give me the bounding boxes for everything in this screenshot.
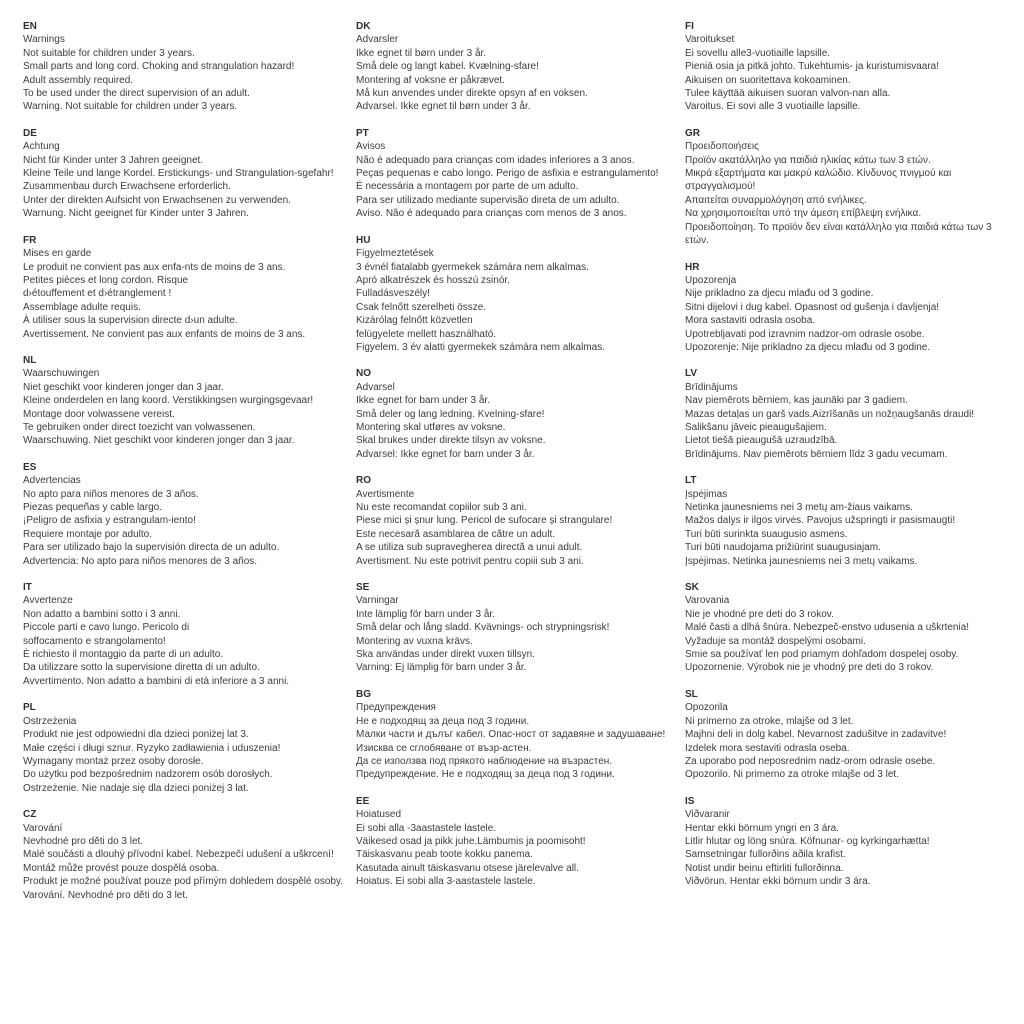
warning-line: Varning: Ej lämplig för barn under 3 år. (356, 662, 527, 674)
warning-line: Da utilizzare sotto la supervisione diretta di un adulto. (23, 662, 260, 674)
lang-section-it (23, 581, 356, 688)
warning-line: Varningar (356, 595, 399, 607)
warning-line: Brīdinājums (685, 381, 738, 393)
lang-code-dk: DK (356, 21, 371, 32)
warning-line: Täiskasvanu peab toote kokku panema. (356, 849, 533, 861)
warning-line: Hentar ekki börnum yngri en 3 ára. (685, 822, 839, 834)
warning-line: Да се използва под прякото наблюдение на възрастен. (356, 755, 613, 767)
warning-line: Netinka jaunesniems nei 3 metų am-žiaus vaikams. (685, 502, 913, 513)
lang-code-lt: LT (685, 475, 697, 487)
warning-line: Ni primerno za otroke, mlajše od 3 let. (685, 715, 854, 727)
lang-section-gr (685, 127, 1018, 248)
lang-section-ee (356, 795, 685, 889)
warning-line: Brīdinājums. Nav piemērots bērniem līdz 3 gadu vecumam. (685, 448, 948, 460)
warning-line: Vyžaduje sa montáž dospelými osobami. (685, 635, 866, 647)
lang-section-sl (685, 688, 1018, 782)
warning-line: Μικρά εξαρτήματα και μακρύ καλώδιο. Κίνδυνος πνιγμού και (685, 168, 952, 180)
lang-code-es: ES (23, 461, 37, 473)
warning-line: Fulladásveszély! (356, 288, 430, 300)
warning-line: Non adatto a bambini sotto i 3 anni. (23, 608, 181, 620)
warning-line: Zusammenbau durch Erwachsene erforderlich. (23, 181, 231, 193)
warning-line: Le produit ne convient pas aux enfa-nts de moins de 3 ans. (23, 261, 286, 273)
warning-line: Aviso. Não é adequado para crianças com menos de 3 anos. (356, 208, 627, 220)
lang-code-sl: SL (685, 688, 698, 700)
warning-line: Produkt nie jest odpowiedni dla dzieci poniżej lat 3. (23, 729, 249, 741)
warning-line: Ei sobi alla -3aastastele lastele. (356, 822, 497, 834)
warning-line: Tulee käyttää aikuisen suoran valvon-nan alla. (685, 88, 891, 100)
warning-line: Upotrebljavati pod izravnim nadzor-om odrasle osobe. (685, 328, 925, 340)
lang-section-pl (23, 701, 356, 795)
lang-section-cz (23, 808, 356, 902)
lang-code-lv: LV (685, 368, 698, 380)
warning-line: Piese mici și șnur lung. Pericol de sufocare și strangulare! (356, 515, 613, 527)
lang-code-nl: NL (23, 354, 37, 366)
warning-line: Малки части и дълъг кабел. Опас-ност от задавяне и задушаване! (356, 729, 666, 741)
warning-line: Montage door volwassene vereist. (23, 408, 175, 420)
warning-line: Προειδοποίηση. Το προϊόν δεν είναι κατάλληλο για παιδιά κάτω των 3 (685, 221, 992, 233)
warning-line: Изисква се сглобяване от възр-астен. (356, 742, 532, 754)
warning-line: Turi būti naudojama prižiūrint suaugusiajam. (685, 542, 881, 554)
warning-line: Litlir hlutar og löng snúra. Köfnunar- og kyrkingarhætta! (685, 835, 930, 847)
warning-line: Niet geschikt voor kinderen jonger dan 3 jaar. (23, 381, 224, 393)
warning-line: Montáž může provést pouze dospělá osoba. (23, 862, 220, 874)
warnings-column-middle (356, 20, 685, 1024)
warning-line: Προειδοποιήσεις (685, 141, 759, 153)
warning-line: Opozorilo. Ni primerno za otroke mlajše od 3 let. (685, 769, 899, 781)
warning-line: στραγγαλισμού! (685, 181, 756, 193)
lang-code-fi: FI (685, 21, 694, 32)
warning-line: Ostrzeżenia (23, 715, 77, 727)
warning-line: À utiliser sous la supervision directe d›un adulte. (23, 315, 238, 327)
warning-line: Varoitus. Ei sovi alle 3 vuotiaille lapsille. (685, 101, 861, 113)
lang-section-nl (23, 354, 356, 448)
warning-line: Piccole parti e cavo lungo. Pericolo di (23, 622, 190, 634)
warning-line: Waarschuwing. Niet geschikt voor kinderen jonger dan 3 jaar. (23, 435, 295, 447)
warning-line: Opozorila (685, 702, 728, 714)
warning-line: Små deler og lang ledning. Kvelning-sfare! (356, 408, 545, 420)
warning-line: Malé součásti a dlouhý přívodní kabel. Nebezpečí udušení a uškrcení! (23, 849, 334, 861)
warning-line: Ei sovellu alle3-vuotiaille lapsille. (685, 47, 831, 59)
warning-line: Not suitable for children under 3 years. (23, 47, 195, 59)
warning-line: Advertencias (23, 475, 81, 487)
warning-line: Upozorenja (685, 274, 737, 286)
warning-line: Nie je vhodné pre deti do 3 rokov. (685, 608, 834, 620)
warning-line: Warning. Not suitable for children under 3 years. (23, 101, 238, 113)
warning-line: Nije prikladno za djecu mlađu od 3 godine. (685, 288, 874, 300)
warning-line: Kasutada ainult täiskasvanu otsese järelevalve all. (356, 862, 579, 874)
warning-line: Pieniä osia ja pitkä johto. Tukehtumis- ja kuristumisvaara! (685, 61, 940, 73)
lang-section-dk (356, 20, 685, 114)
warning-line: Avvertenze (23, 595, 73, 607)
lang-section-sk (685, 581, 1018, 675)
lang-section-en (23, 20, 356, 114)
lang-code-ee: EE (356, 795, 370, 807)
warning-line: Kleine Teile und lange Kordel. Erstickungs- und Strangulation-sgefahr! (23, 168, 334, 180)
warnings-column-right (685, 20, 1018, 1024)
warning-line: Este necesară asamblarea de către un adult. (356, 528, 556, 540)
warning-line: Skal brukes under direkte tilsyn av voksne. (356, 435, 546, 447)
warning-line: 3 évnél fiatalabb gyermekek számára nem alkalmas. (356, 261, 589, 273)
warning-line: Do użytku pod bezpośrednim nadzorem osób dorosłych. (23, 769, 273, 781)
warning-line: Smie sa používať len pod priamym dohľadom dospelej osoby. (685, 649, 959, 661)
warning-line: Warnung. Nicht geeignet für Kinder unter 3 Jahren. (23, 208, 249, 220)
warning-line: Salikšanu jāveic pieaugušajiem. (685, 421, 827, 433)
lang-section-hr (685, 261, 1018, 355)
lang-section-lv (685, 367, 1018, 461)
warning-line: To be used under the direct supervision of an adult. (23, 88, 250, 100)
lang-section-se (356, 581, 685, 675)
warning-line: Assemblage adulte requis. (23, 301, 141, 313)
warning-line: Varoitukset (685, 34, 735, 46)
warning-line: Sitni dijelovi i dug kabel. Opasnost od gušenja i davljenja! (685, 301, 940, 313)
warning-line: Mažos dalys ir ilgos virvės. Pavojus užspringti ir pasismaugti! (685, 515, 956, 527)
warning-line: Ska användas under direkt vuxen tillsyn. (356, 649, 535, 661)
lang-code-it: IT (23, 582, 32, 594)
warning-line: Varování. Nevhodné pro děti do 3 let. (23, 889, 188, 901)
warning-line: Kizárólag felnőtt közvetlen (356, 315, 473, 327)
warning-line: Viðvörun. Hentar ekki börnum undir 3 ára. (685, 876, 871, 888)
warning-line: Avertismente (356, 488, 415, 500)
lang-code-bg: BG (356, 688, 371, 700)
lang-section-lt (685, 474, 1018, 568)
warning-line: É necessária a montagem por parte de um adulto. (356, 181, 579, 193)
lang-code-no: NO (356, 368, 371, 380)
warning-line: Įspėjimas (685, 488, 728, 500)
lang-code-fr: FR (23, 234, 37, 246)
warning-line: Inte lämplig för barn under 3 år. (356, 608, 495, 620)
warning-line: Malé časti a dlhá šnúra. Nebezpeč-enstvo udusenia a uškrtenia! (685, 622, 970, 634)
warning-line: Advarsel (356, 381, 395, 393)
warning-line: Nicht für Kinder unter 3 Jahren geeignet. (23, 154, 204, 166)
warning-line: Small parts and long cord. Choking and strangulation hazard! (23, 61, 295, 73)
warning-line: Turi būti surinkta suaugusio asmens. (685, 528, 848, 540)
lang-code-hr: HR (685, 261, 700, 273)
warning-line: Ikke egnet for barn under 3 år. (356, 395, 490, 407)
warning-line: Avertissement. Ne convient pas aux enfants de moins de 3 ans. (23, 328, 306, 340)
warning-line: Να χρησιμοποιείται υπό την άμεση επίβλεψη ενήλικα. (685, 208, 922, 220)
warning-line: Ikke egnet til børn under 3 år. (356, 47, 487, 59)
warning-line: Para ser utilizado bajo la supervisión directa de un adulto. (23, 542, 280, 554)
warning-line: Montering af voksne er påkrævet. (356, 74, 505, 86)
warning-line: Hoiatused (356, 809, 402, 821)
warnings-column-left (23, 20, 356, 1024)
lang-section-fr (23, 234, 356, 341)
lang-code-cz: CZ (23, 809, 37, 821)
warning-line: Предупреждения (356, 702, 436, 714)
warning-line: d›étouffement et d›étranglement ! (23, 288, 172, 300)
warning-line: Предупреждение. Не е подходящ за деца под 3 години. (356, 769, 615, 781)
warning-line: ¡Peligro de asfixia y estrangulam-iento! (23, 515, 196, 527)
warning-line: Csak felnőtt szerelheti össze. (356, 301, 487, 313)
warning-line: Para ser utilizado mediante supervisão direta de um adulto. (356, 194, 620, 206)
warning-line: Avisos (356, 141, 386, 153)
warning-line: Mises en garde (23, 248, 92, 260)
warning-line: Προϊόν ακατάλληλο για παιδιά ηλικίας κάτω των 3 ετών. (685, 154, 931, 166)
warning-line: Ostrzeżenie. Nie nadaje się dla dzieci poniżej 3 lat. (23, 782, 249, 794)
lang-code-sk: SK (685, 582, 699, 594)
warning-line: Nav piemērots bērniem, kas jaunāki par 3 gadiem. (685, 395, 908, 407)
warning-line: ετών. (685, 235, 709, 247)
warning-line: Montering skal utføres av voksne. (356, 421, 506, 433)
lang-section-es (23, 461, 356, 568)
warning-line: Figyelmeztetések (356, 248, 434, 260)
warning-line: Hoiatus. Ei sobi alla 3-aastastele lastele. (356, 876, 536, 888)
lang-code-hu: HU (356, 234, 371, 246)
warning-line: Figyelem. 3 év alatti gyermekek számára nem alkalmas. (356, 341, 605, 353)
warning-line: Nevhodné pro děti do 3 let. (23, 835, 144, 847)
warning-line: Απαιτείται συναρμολόγηση από ενήλικες. (685, 194, 867, 206)
warning-line: Avvertimento. Non adatto a bambini di età inferiore a 3 anni. (23, 675, 290, 687)
lang-code-de: DE (23, 127, 37, 139)
warning-line: Requiere montaje por adulto. (23, 528, 152, 540)
warning-line: Lietot tiešā pieaugušā uzraudzībā. (685, 435, 838, 447)
warning-line: Må kun anvendes under direkte opsyn af en voksen. (356, 88, 588, 100)
warning-line: Mora sastaviti odrasla osoba. (685, 315, 816, 327)
warning-line: Avertisment. Nu este potrivit pentru copiii sub 3 ani. (356, 555, 584, 567)
warning-line: Małe części i długi sznur. Ryzyko zadławienia i uduszenia! (23, 742, 281, 754)
warning-line: Samsetningar fullorðins aðila krafist. (685, 849, 846, 861)
warning-line: Te gebruiken onder direct toezicht van volwassenen. (23, 421, 256, 433)
warning-line: Produkt je možné používat pouze pod přímým dohledem dospělé osoby. (23, 876, 343, 888)
lang-code-gr: GR (685, 127, 700, 139)
warning-line: Adult assembly required. (23, 74, 134, 86)
warning-line: Väikesed osad ja pikk juhe.Lämbumis ja poomisoht! (356, 835, 586, 847)
lang-section-ro (356, 474, 685, 568)
warning-line: Piezas pequeñas y cable largo. (23, 502, 162, 513)
warning-line: Įspėjimas. Netinka jaunesniems nei 3 metų vaikams. (685, 555, 918, 567)
lang-section-bg (356, 688, 685, 782)
lang-code-pl: PL (23, 702, 36, 714)
warning-line: Montering av vuxna krävs. (356, 635, 473, 647)
warning-line: Viðvaranir (685, 809, 730, 821)
lang-section-is (685, 795, 1018, 889)
warning-line: Za uporabo pod neposrednim nadz-orom odrasle osebe. (685, 755, 936, 767)
warning-line: Wymagany montaż przez osoby dorosłe. (23, 755, 204, 767)
warning-line: Не е подходящ за деца под 3 години. (356, 715, 530, 727)
warning-line: Advarsel: Ikke egnet for barn under 3 år. (356, 448, 535, 460)
warning-line: Warnings (23, 34, 65, 46)
warning-line: Små dele og langt kabel. Kvælning-sfare! (356, 61, 539, 73)
warning-line: Upozornenie. Výrobok nie je vhodný pre deti do 3 rokov. (685, 662, 934, 674)
warning-line: Varování (23, 822, 63, 834)
lang-section-hu (356, 234, 685, 355)
lang-section-fi (685, 20, 1018, 114)
warning-line: Notist undir beinu eftirliti fullorðinna. (685, 862, 844, 874)
lang-code-ro: RO (356, 475, 371, 487)
lang-code-en: EN (23, 21, 37, 32)
warning-line: Apró alkatrészek és hosszú zsinór. (356, 274, 510, 286)
lang-section-no (356, 367, 685, 461)
lang-code-is: IS (685, 795, 695, 807)
warning-line: Izdelek mora sestaviti odrasla oseba. (685, 742, 850, 754)
warning-line: Aikuisen on suoritettava kokoaminen. (685, 74, 851, 86)
warning-line: Advarsler (356, 34, 399, 46)
warning-line: Não é adequado para crianças com idades inferiores a 3 anos. (356, 154, 635, 166)
warning-line: No apto para niños menores de 3 años. (23, 488, 199, 500)
warning-line: Waarschuwingen (23, 368, 100, 380)
warning-line: Upozorenje: Nije prikladno za djecu mlađu od 3 godine. (685, 341, 931, 353)
lang-code-se: SE (356, 582, 370, 594)
warning-line: Majhni deli in dolg kabel. Nevarnost zadušitve in zadavitve! (685, 729, 947, 741)
warning-line: È richiesto il montaggio da parte di un adulto. (23, 649, 224, 661)
warning-line: Mazas detaļas un garš vads.Aizrīšanās un nožņaugšanās draudi! (685, 408, 975, 420)
warning-line: Små delar och lång sladd. Kvävnings- och strypningsrisk! (356, 622, 610, 634)
warning-line: Peças pequenas e cabo longo. Perigo de asfixia e estrangulamento! (356, 168, 659, 180)
lang-section-de (23, 127, 356, 221)
warning-line: Kleine onderdelen en lang koord. Verstikkingsen wurgingsgevaar! (23, 395, 314, 407)
warning-line: felügyelete mellett használható. (356, 328, 497, 340)
warning-line: Advertencia: No apto para niños menores de 3 años. (23, 555, 258, 567)
warning-line: soffocamento e strangolamento! (23, 635, 166, 647)
warning-line: Varovania (685, 595, 730, 607)
lang-section-pt (356, 127, 685, 221)
warning-line: A se utiliza sub supravegherea directă a unui adult. (356, 542, 583, 554)
warning-line: Unter der direkten Aufsicht von Erwachsenen zu verwenden. (23, 194, 291, 206)
warning-line: Achtung (23, 141, 60, 153)
lang-code-pt: PT (356, 127, 369, 139)
warning-line: Nu este recomandat copiilor sub 3 ani. (356, 502, 527, 513)
warning-line: Advarsel. Ikke egnet til børn under 3 år. (356, 101, 531, 113)
warning-line: Petites pièces et long cordon. Risque (23, 274, 189, 286)
